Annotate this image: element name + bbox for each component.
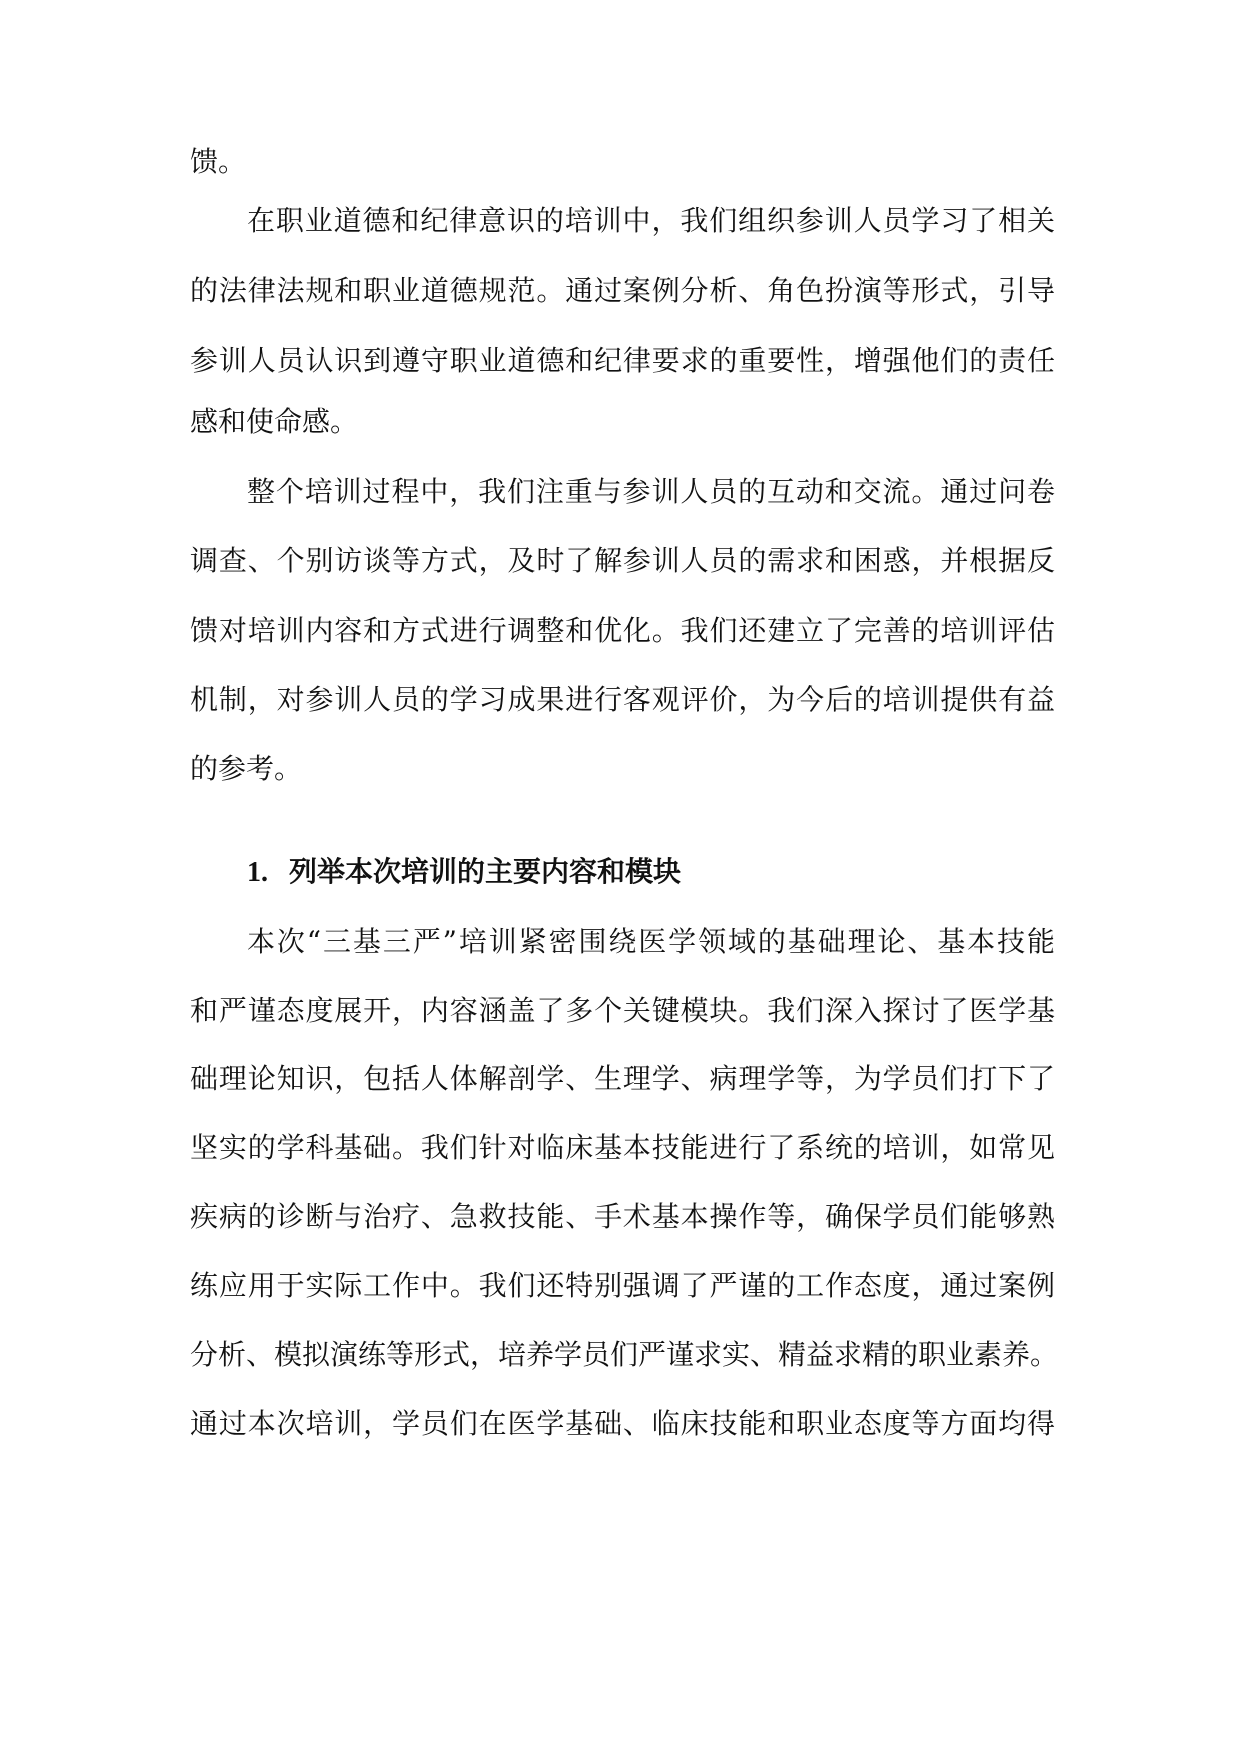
paragraph-2-line-2: 调查、个别访谈等方式，及时了解参训人员的需求和困惑，并根据反 (190, 544, 1055, 577)
section-number: 1. (247, 857, 268, 888)
paragraph-3-line-8: 通过本次培训，学员们在医学基础、临床技能和职业态度等方面均得 (190, 1407, 1055, 1440)
paragraph-3-line-3: 础理论知识，包括人体解剖学、生理学、病理学等，为学员们打下了 (190, 1062, 1055, 1095)
paragraph-3-line-1: 本次“三基三严”培训紧密围绕医学领域的基础理论、基本技能 (247, 925, 1055, 958)
paragraph-3-line-6: 练应用于实际工作中。我们还特别强调了严谨的工作态度，通过案例 (190, 1269, 1055, 1302)
paragraph-2-line-1: 整个培训过程中，我们注重与参训人员的互动和交流。通过问卷 (247, 475, 1055, 508)
paragraph-3-line-7: 分析、模拟演练等形式，培养学员们严谨求实、精益求精的职业素养。 (190, 1338, 1059, 1371)
paragraph-3-line-5: 疾病的诊断与治疗、急救技能、手术基本操作等，确保学员们能够熟 (190, 1200, 1055, 1233)
paragraph-1-line-4: 感和使命感。 (190, 405, 359, 438)
paragraph-1-line-1: 在职业道德和纪律意识的培训中，我们组织参训人员学习了相关 (247, 204, 1055, 237)
paragraph-2-line-3: 馈对培训内容和方式进行调整和优化。我们还建立了完善的培训评估 (190, 614, 1055, 647)
section-heading (247, 852, 681, 893)
paragraph-3-line-2: 和严谨态度展开，内容涵盖了多个关键模块。我们深入探讨了医学基 (190, 994, 1055, 1027)
fragment-line: 馈。 (190, 145, 247, 178)
paragraph-1-line-2: 的法律法规和职业道德规范。通过案例分析、角色扮演等形式，引导 (190, 274, 1055, 307)
section-title: 列举本次培训的主要内容和模块 (289, 855, 682, 888)
paragraph-2-line-5: 的参考。 (190, 752, 303, 785)
paragraph-2-line-4: 机制，对参训人员的学习成果进行客观评价，为今后的培训提供有益 (190, 683, 1055, 716)
paragraph-3-line-4: 坚实的学科基础。我们针对临床基本技能进行了系统的培训，如常见 (190, 1131, 1055, 1164)
paragraph-1-line-3: 参训人员认识到遵守职业道德和纪律要求的重要性，增强他们的责任 (190, 344, 1055, 377)
